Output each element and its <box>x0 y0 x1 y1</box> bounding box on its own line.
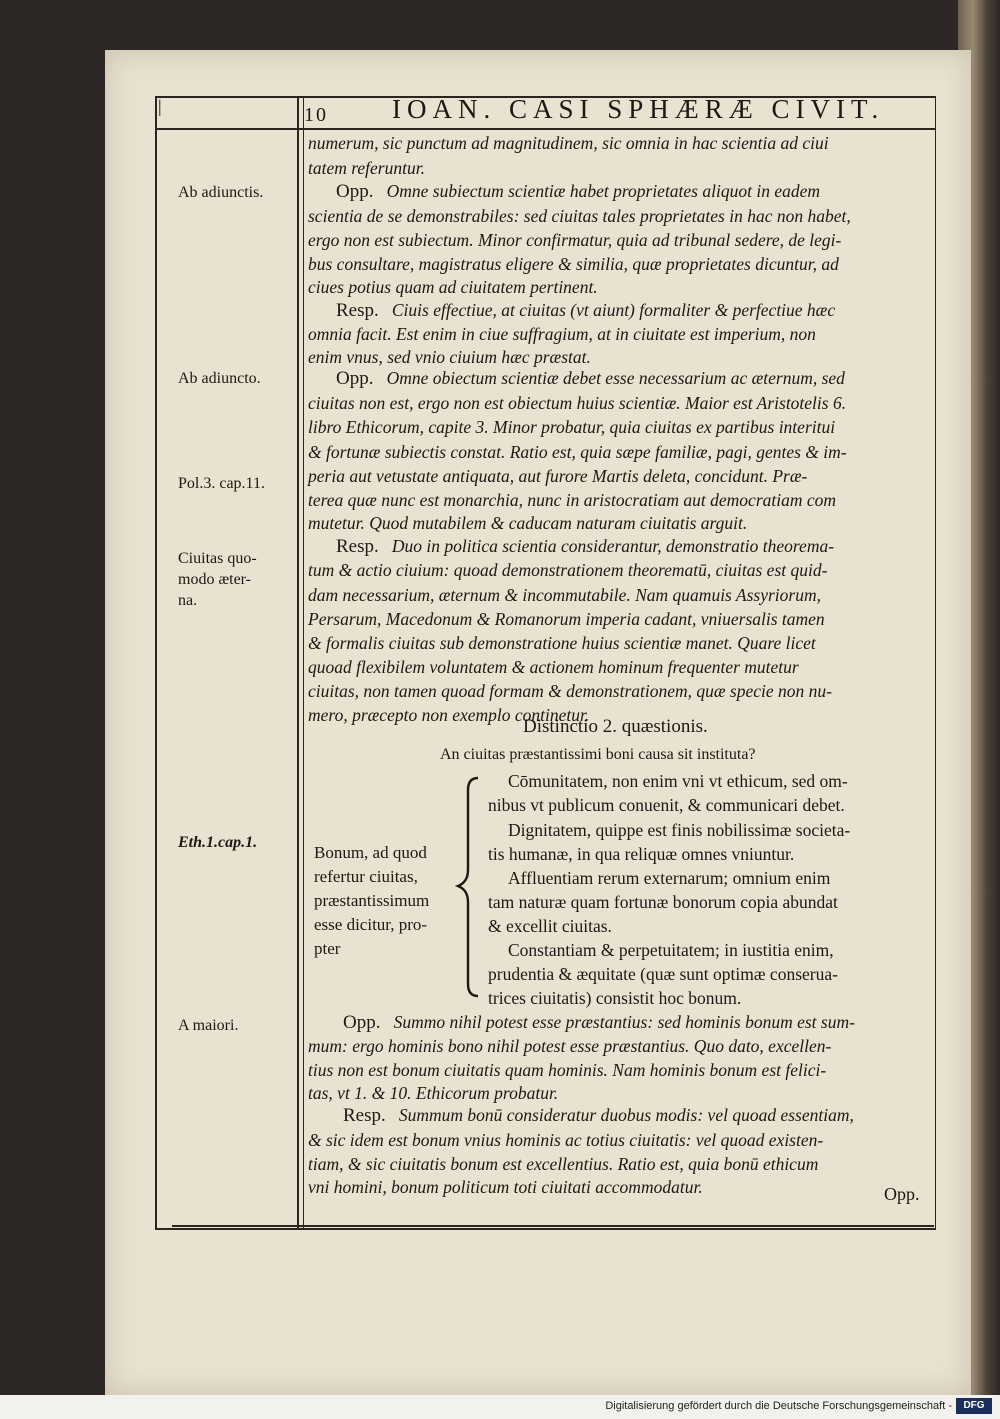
dfg-logo[interactable]: DFG <box>956 1398 992 1414</box>
text-line: mum: ergo hominis bono nihil potest esse præstantius. Quo dato, excellen- <box>308 1036 832 1056</box>
margin-note: Ab adiunctis. <box>178 184 264 201</box>
text-line: numerum, sic punctum ad magnitudinem, sic omnia in hac scientia ad ciui <box>308 133 829 153</box>
text-line: ciues potius quam ad ciuitatem pertinent. <box>308 277 598 297</box>
text-line: libro Ethicorum, capite 3. Minor probatur, quia ciuitas ex partibus interitui <box>308 417 836 437</box>
margin-note: modo æter- <box>178 571 251 588</box>
text-line: tatem referuntur. <box>308 158 425 178</box>
text-line <box>336 368 845 390</box>
text-line <box>336 181 820 203</box>
margin-column-rule-inner <box>303 96 304 1228</box>
margin-note: Pol.3. cap.11. <box>178 475 265 492</box>
margin-note: Eth.1.cap.1. <box>178 834 258 851</box>
resp-label: Resp. <box>336 300 379 321</box>
text-span: Omne subiectum scientiæ habet proprietates aliquot in eadem <box>386 181 820 201</box>
text-line: scientia de se demonstrabiles: sed ciuitas tales proprietates in hac non habet, <box>308 206 851 226</box>
margin-note: na. <box>178 592 198 609</box>
text-line: tum & actio ciuium: quoad demonstrationem theorematū, ciuitas est quid- <box>308 560 828 580</box>
brace-left-line: Bonum, ad quod <box>314 843 427 862</box>
text-line: dam necessarium, æternum & incommutabile. Nam quamuis Assyriorum, <box>308 585 821 605</box>
margin-note: A maiori. <box>178 1017 239 1034</box>
brace-right-line: & excellit ciuitas. <box>488 916 612 936</box>
running-title: IOAN. CASI SPHÆRÆ CIVIT. <box>392 94 885 124</box>
opp-label: Opp. <box>336 181 374 202</box>
brace-right-line: Cōmunitatem, non enim vni vt ethicum, sed om- <box>508 771 848 791</box>
text-line: mutetur. Quod mutabilem & caducam naturam ciuitatis arguit. <box>308 513 748 533</box>
text-line: bus consultare, magistratus eligere & similia, quæ proprietates dicuntur, ad <box>308 254 839 274</box>
catchword: Opp. <box>884 1184 920 1204</box>
text-span: Duo in politica scientia considerantur, demonstratio theorema- <box>391 536 835 556</box>
text-span: Summum bonū consideratur duobus modis: vel quoad essentiam, <box>398 1105 854 1125</box>
text-span: Ciuis effectiue, at ciuitas (vt aiunt) formaliter & perfectiue hæc <box>391 300 836 320</box>
text-line: quoad flexibilem voluntatem & actionem hominum frequenter mutetur <box>308 657 799 677</box>
brace-left-text <box>314 841 429 961</box>
text-line: tiam, & sic ciuitatis bonum est excellentius. Ratio est, quia bonū ethicum <box>308 1154 819 1174</box>
brace-right-line: trices ciuitatis) consistit hoc bonum. <box>488 988 742 1008</box>
resp-label: Resp. <box>343 1105 386 1126</box>
brace-left-line: præstantissimum <box>314 891 430 910</box>
margin-column-rule <box>297 96 299 1228</box>
distinctio-question: An ciuitas præstantissimi boni causa sit instituta? <box>440 746 756 763</box>
text-line: & formalis ciuitas sub demonstratione huius scientiæ manet. Quare licet <box>308 633 816 653</box>
brace-left-line: esse dicitur, pro- <box>314 915 428 934</box>
brace-right-line: nibus vt publicum conuenit, & communicari debet. <box>488 795 845 815</box>
text-line: omnia facit. Est enim in ciue suffragium, at in ciuitate est imperium, non <box>308 324 816 344</box>
margin-note: Ciuitas quo- <box>178 550 257 567</box>
text-line <box>343 1105 854 1127</box>
text-line: ergo non est subiectum. Minor confirmatur, quia ad tribunal sedere, de legi- <box>308 230 842 250</box>
bottom-rule <box>172 1225 934 1227</box>
margin-note: Ab adiuncto. <box>178 370 261 387</box>
text-line: & sic idem est bonum vnius hominis ac totius ciuitatis: vel quoad existen- <box>308 1130 824 1150</box>
page-number: 10 <box>304 104 328 126</box>
text-line: ciuitas, non tamen quoad formam & demonstrationem, quæ specie non nu- <box>308 681 832 701</box>
left-pipe: | <box>158 96 162 116</box>
brace-right-line: tam naturæ quam fortunæ bonorum copia abundat <box>488 892 838 912</box>
text-line: & fortunæ subiectis constat. Ratio est, quia sæpe familiæ, pagi, gentes & im- <box>308 442 847 462</box>
brace-right-line: prudentia & æquitate (quæ sunt optimæ conserua- <box>488 964 838 984</box>
brace-icon <box>448 770 492 1002</box>
text-line: tius non est bonum ciuitatis quam hominis. Nam hominis bonum est felici- <box>308 1060 827 1080</box>
text-line: tas, vt 1. & 10. Ethicorum probatur. <box>308 1083 559 1103</box>
header-rule <box>155 128 935 130</box>
resp-label: Resp. <box>336 536 379 557</box>
brace-left-line: pter <box>314 939 341 958</box>
footer-credit[interactable]: Digitalisierung gefördert durch die Deutsche Forschungsgemeinschaft - <box>605 1400 952 1412</box>
text-line: mero, præcepto non exemplo continetur. <box>308 705 590 725</box>
distinctio-title: Distinctio 2. quæstionis. <box>523 716 708 737</box>
brace-right-line: Constantiam & perpetuitatem; in iustitia enim, <box>508 940 834 960</box>
text-line: enim vnus, sed vnio ciuium hæc præstat. <box>308 347 591 367</box>
text-line <box>336 300 835 322</box>
opp-label: Opp. <box>336 368 374 389</box>
text-line: ciuitas non est, ergo non est obiectum huius scientiæ. Maior est Aristotelis 6. <box>308 393 847 413</box>
brace-left-line: refertur ciuitas, <box>314 867 418 886</box>
text-line <box>343 1012 855 1034</box>
text-line: peria aut vetustate antiquata, aut furore Martis deleta, concidunt. Præ- <box>308 466 808 486</box>
text-span: Summo nihil potest esse præstantius: sed hominis bonum est sum- <box>393 1012 855 1032</box>
text-line: terea quæ nunc est monarchia, nunc in aristocratiam aut democratiam com <box>308 490 837 510</box>
brace-right-line: Dignitatem, quippe est finis nobilissimæ societa- <box>508 820 851 840</box>
opp-label: Opp. <box>343 1012 381 1033</box>
text-line: vni homini, bonum politicum toti ciuitati accommodatur. <box>308 1177 703 1197</box>
text-line: Persarum, Macedonum & Romanorum imperia cadant, vniuersalis tamen <box>308 609 825 629</box>
text-span: Omne obiectum scientiæ debet esse necessarium ac æternum, sed <box>386 368 845 388</box>
brace-right-line: Affluentiam rerum externarum; omnium enim <box>508 868 831 888</box>
brace-right-line: tis humanæ, in qua reliquæ omnes vniuntur. <box>488 844 795 864</box>
text-line <box>336 536 834 558</box>
